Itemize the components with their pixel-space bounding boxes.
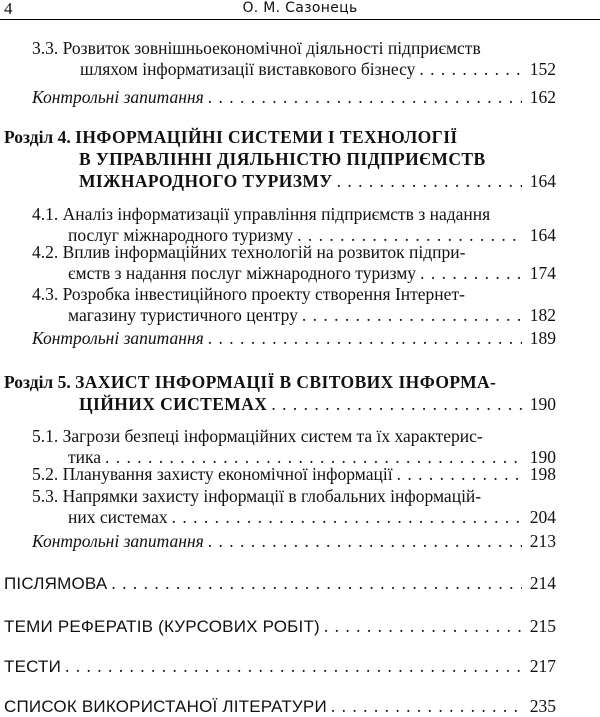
leader-dots: [111, 573, 522, 594]
toc-page-ref: 189: [529, 328, 556, 348]
toc-section-5[interactable]: [4, 371, 556, 415]
author-name: О. М. Сазонець: [242, 0, 358, 16]
leader-dots: [208, 87, 522, 108]
leader-dots: [302, 305, 522, 326]
header-rule: [0, 19, 600, 20]
toc-page-ref: 235: [529, 696, 556, 716]
toc-entry-title: ПІСЛЯМОВА: [4, 574, 108, 593]
toc-entry-title-cont: послуг міжнародного туризму: [68, 225, 294, 245]
toc-entry-title: Контрольні запитання: [32, 531, 204, 551]
section-title: ІНФОРМАЦІЙНІ СИСТЕМИ І ТЕХНОЛОГІЇ: [75, 127, 458, 147]
section-label: Розділ 5.: [4, 372, 71, 392]
toc-entry-title: 5.3. Напрямки захисту інформації в глобальних інформацій-: [32, 486, 482, 506]
toc-entry-4-3[interactable]: [32, 284, 556, 326]
toc-entry-3-3[interactable]: [32, 38, 556, 80]
toc-entry-title: 5.1. Загрози безпеці інформаційних систем та їх характерис-: [32, 426, 483, 446]
page-number: 4: [4, 0, 13, 18]
toc-entry-title: СПИСОК ВИКОРИСТАНОЇ ЛІТЕРАТУРИ: [4, 697, 327, 716]
toc-entry-title: 3.3. Розвиток зовнішньоекономічної діяльності підприємств: [32, 38, 481, 58]
leader-dots: [397, 464, 522, 485]
leader-dots: [208, 531, 522, 552]
toc-page-ref: 214: [529, 573, 556, 593]
toc-page-ref: 162: [529, 87, 556, 107]
toc-page-ref: 190: [529, 447, 556, 467]
leader-dots: [324, 616, 522, 637]
toc-entry-4-1[interactable]: [32, 204, 556, 246]
section-title-cont: ЦІЙНИХ СИСТЕМАХ: [79, 394, 268, 414]
section-label: Розділ 4.: [4, 127, 71, 147]
toc-entry-questions-3[interactable]: [32, 87, 556, 108]
toc-entry-title: 4.3. Розробка інвестиційного проекту створення Інтернет-: [32, 284, 465, 304]
toc-entry-title: 5.2. Планування захисту економічної інформації: [32, 464, 393, 484]
toc-entry-5-2[interactable]: [32, 464, 556, 485]
leader-dots: [172, 507, 522, 528]
toc-entry-title: 4.1. Аналіз інформатизації управління підприємств з надання: [32, 204, 491, 224]
leader-dots: [337, 170, 522, 192]
toc-page-ref: 164: [529, 171, 556, 191]
toc-entry-5-3[interactable]: [32, 486, 556, 528]
section-title: ЗАХИСТ ІНФОРМАЦІЇ В СВІТОВИХ ІНФОРМА-: [75, 372, 497, 392]
toc-page-ref: 164: [529, 225, 556, 245]
toc-entry-title-cont: тика: [68, 447, 102, 467]
toc-entry-questions-5[interactable]: [32, 531, 556, 552]
toc-entry-tests[interactable]: [4, 656, 556, 677]
toc-entry-title-cont: ємств з надання послуг міжнародного туризму: [68, 263, 417, 283]
leader-dots: [420, 263, 522, 284]
toc-entry-title-cont: них системах: [68, 507, 168, 527]
leader-dots: [271, 393, 522, 415]
toc-entry-questions-4[interactable]: [32, 328, 556, 349]
toc-page-ref: 198: [529, 464, 556, 484]
toc-entry-title: Контрольні запитання: [32, 328, 204, 348]
toc-page-ref: 215: [529, 616, 556, 636]
toc-page-ref: 182: [529, 305, 556, 325]
toc-page-ref: 152: [529, 59, 556, 79]
running-header: [0, 0, 600, 20]
section-title-cont: МІЖНАРОДНОГО ТУРИЗМУ: [79, 171, 333, 191]
toc-page-ref: 217: [529, 656, 556, 676]
toc-entry-title: 4.2. Вплив інформаційних технологій на розвиток підпри-: [32, 242, 466, 262]
toc-page-ref: 204: [529, 507, 556, 527]
toc-entry-themes[interactable]: [4, 616, 556, 637]
toc-entry-5-1[interactable]: [32, 426, 556, 468]
toc-page-ref: 213: [529, 531, 556, 551]
section-title-cont: В УПРАВЛІННІ ДІЯЛЬНІСТЮ ПІДПРИЄМСТВ: [79, 149, 486, 169]
toc-page-ref: 174: [529, 263, 556, 283]
leader-dots: [419, 59, 522, 80]
toc-entry-4-2[interactable]: [32, 242, 556, 284]
leader-dots: [208, 328, 522, 349]
toc-entry-title: ТЕСТИ: [4, 657, 62, 676]
toc-page-ref: 190: [529, 394, 556, 414]
toc-entry-title: ТЕМИ РЕФЕРАТІВ (КУРСОВИХ РОБІТ): [4, 617, 320, 636]
toc-entry-title: Контрольні запитання: [32, 87, 204, 107]
toc-entry-title-cont: шляхом інформатизації виставкового бізнесу: [80, 59, 416, 79]
leader-dots: [65, 656, 522, 677]
toc-section-4[interactable]: [4, 126, 556, 192]
toc-entry-afterword[interactable]: [4, 573, 556, 594]
toc-entry-title-cont: магазину туристичного центру: [68, 305, 298, 325]
